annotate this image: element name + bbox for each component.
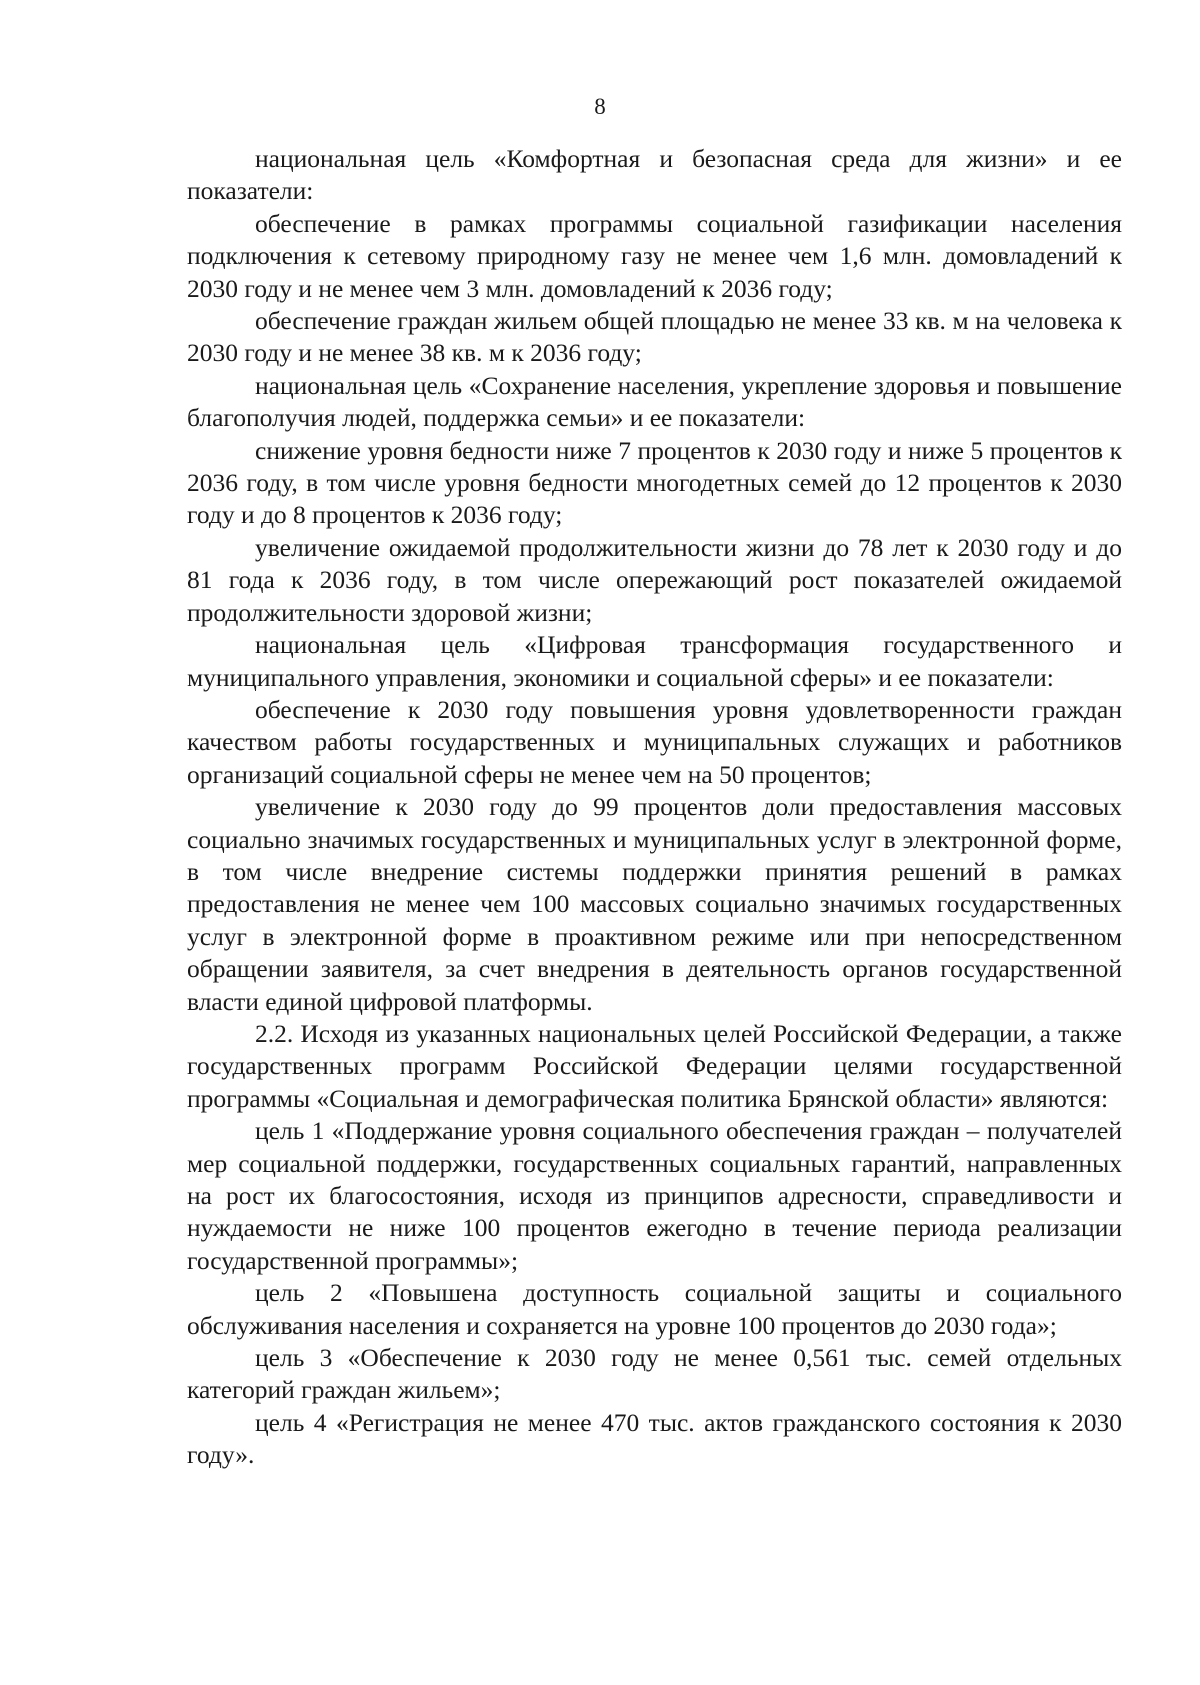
- paragraph-life-expectancy: увеличение ожидаемой продолжительности жизни до 78 лет к 2030 году и до 81 года к 2036 году, в том числе опережающий рост показателей ожидаемой продолжительности здоровой жизни;: [187, 532, 1122, 627]
- paragraph-gasification: обеспечение в рамках программы социальной газификации населения подключения к сетевому природному газу не менее чем 1,6 млн. домовладений к 2030 году и не менее чем 3 млн. домовладений к 2036 году;: [187, 208, 1122, 303]
- paragraph-electronic-services: увеличение к 2030 году до 99 процентов доли предоставления массовых социально значимых государственных и муниципальных услуг в электронной форме, в том числе внедрение системы поддержки принятия решений в рамках предоставления не менее чем 100 массовых социально значимых государственных услуг в электронной форме в проактивном режиме или при непосредственном обращении заявителя, за счет внедрения в деятельность органов государственной власти единой цифровой платформы.: [187, 792, 1122, 1016]
- paragraph-section-2-2: 2.2. Исходя из указанных национальных целей Российской Федерации, а также государственных программ Российской Федерации целями государственной программы «Социальная и демографическая политика Брянской области» являются:: [187, 1018, 1122, 1113]
- document-body: [187, 143, 1122, 1472]
- paragraph-goal-comfortable-environment: национальная цель «Комфортная и безопасная среда для жизни» и ее показатели:: [187, 144, 1122, 206]
- paragraph-poverty-reduction: снижение уровня бедности ниже 7 процентов к 2030 году и ниже 5 процентов к 2036 году, в том числе уровня бедности многодетных семей до 12 процентов к 2030 году и до 8 процентов к 2036 году;: [187, 435, 1122, 530]
- paragraph-goal-3: цель 3 «Обеспечение к 2030 году не менее 0,561 тыс. семей отдельных категорий граждан жильем»;: [187, 1343, 1122, 1405]
- page-number: 8: [594, 94, 606, 119]
- paragraph-goal-population-health: национальная цель «Сохранение населения, укрепление здоровья и повышение благополучия людей, поддержка семьи» и ее показатели:: [187, 370, 1122, 433]
- paragraph-goal-1: цель 1 «Поддержание уровня социального обеспечения граждан – получателей мер социальной поддержки, государственных социальных гарантий, направленных на рост их благосостояния, исходя из принципов адресности, справедливости и нуждаемости не ниже 100 процентов ежегодно в течение периода реализации государственной программы»;: [187, 1116, 1122, 1275]
- paragraph-goal-4: цель 4 «Регистрация не менее 470 тыс. актов гражданского состояния к 2030 году».: [187, 1407, 1122, 1470]
- paragraph-goal-digital-transformation: национальная цель «Цифровая трансформация государственного и муниципального управления, экономики и социальной сферы» и ее показатели:: [187, 630, 1122, 692]
- paragraph-goal-2: цель 2 «Повышена доступность социальной защиты и социального обслуживания населения и сохраняется на уровне 100 процентов до 2030 года»;: [187, 1278, 1122, 1340]
- paragraph-citizen-satisfaction: обеспечение к 2030 году повышения уровня удовлетворенности граждан качеством работы государственных и муниципальных служащих и работников организаций социальной сферы не менее чем на 50 процентов;: [187, 694, 1122, 789]
- paragraph-housing-area: обеспечение граждан жильем общей площадью не менее 33 кв. м на человека к 2030 году и не менее 38 кв. м к 2036 году;: [187, 306, 1122, 368]
